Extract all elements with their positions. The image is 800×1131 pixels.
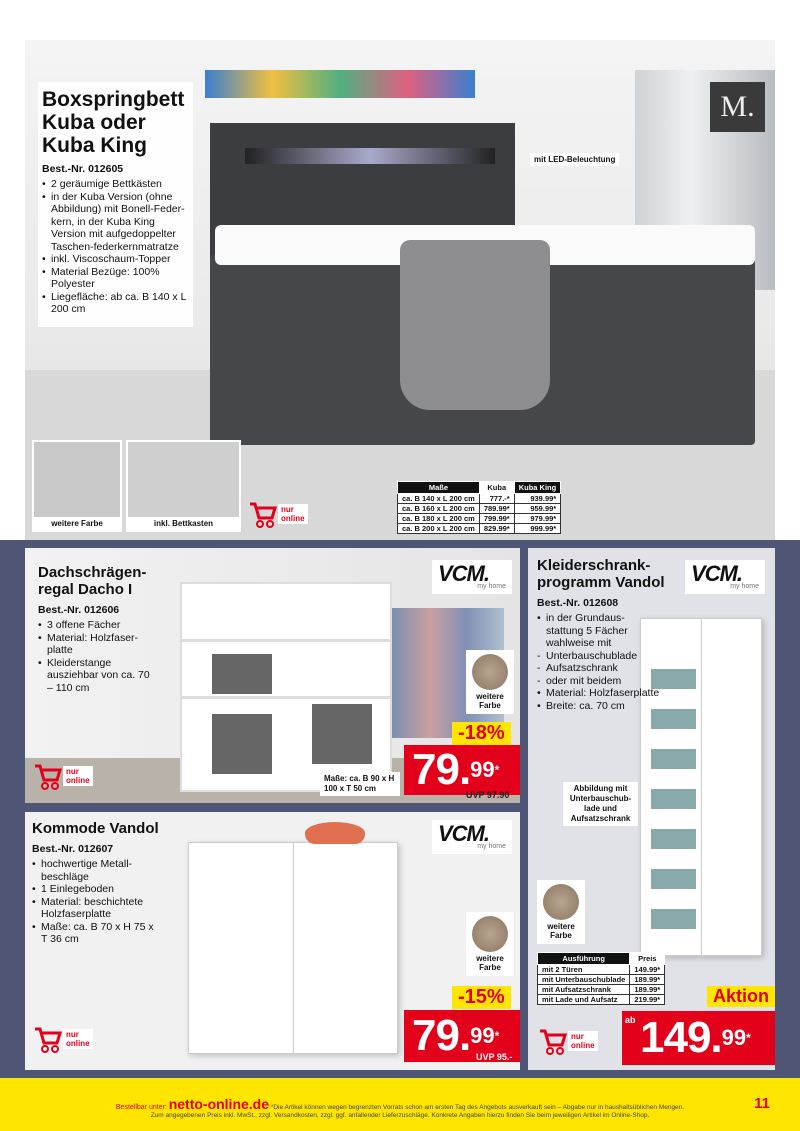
table-row bbox=[398, 494, 561, 504]
table-cell: 789.99* bbox=[479, 504, 514, 514]
kommode-title: Kommode Vandol bbox=[32, 820, 159, 837]
table-cell: 979.99* bbox=[514, 514, 561, 524]
discount-badge: -18% bbox=[452, 722, 511, 745]
footer bbox=[0, 1078, 800, 1131]
blanket bbox=[400, 240, 550, 410]
online-only-badge bbox=[33, 762, 103, 792]
color-swatch bbox=[466, 650, 514, 714]
feature: • Liegefläche: ab ca. B 140 x L 200 cm bbox=[42, 291, 189, 316]
aktion-badge: Aktion bbox=[707, 986, 775, 1007]
bed-price-table bbox=[397, 481, 561, 534]
kommode-article-number: Best.-Nr. 012607 bbox=[32, 843, 114, 855]
swatch-label: weitere Farbe bbox=[547, 922, 575, 940]
regal-price bbox=[404, 745, 520, 795]
table-cell: 829.99* bbox=[479, 524, 514, 534]
kleider-options bbox=[537, 650, 687, 688]
vcm-logo bbox=[685, 560, 765, 594]
th: Ausführung bbox=[538, 953, 630, 965]
table-row bbox=[538, 985, 665, 995]
price-main: 79. bbox=[412, 745, 471, 794]
thumb-label: inkl. Bettkasten bbox=[128, 517, 239, 530]
led-strip bbox=[245, 148, 495, 164]
vcm-name: VCM. bbox=[438, 561, 489, 586]
painting bbox=[205, 70, 475, 98]
shelf-photo bbox=[180, 582, 392, 792]
online-line1: nur bbox=[281, 505, 294, 514]
feature: • Kleiderstange ausziehbar von ca. 70 – 110 cm bbox=[38, 657, 158, 695]
led-label: mit LED-Beleuchtung bbox=[530, 153, 619, 166]
kleider-price bbox=[622, 1011, 775, 1065]
table-row bbox=[398, 524, 561, 534]
kommode-info bbox=[32, 820, 162, 946]
discount-badge: -15% bbox=[452, 986, 511, 1009]
regal-features bbox=[38, 619, 158, 694]
table-cell: 777.-* bbox=[479, 494, 514, 504]
online-line2: online bbox=[66, 776, 90, 785]
regal-dimensions: Maße: ca. B 90 x H 100 x T 50 cm bbox=[320, 772, 400, 796]
table-row bbox=[398, 504, 561, 514]
online-line2: online bbox=[66, 1039, 90, 1048]
table-cell: 189.99* bbox=[630, 985, 665, 995]
kleider-info bbox=[537, 557, 687, 712]
table-cell: ca. B 140 x L 200 cm bbox=[398, 494, 480, 504]
online-only-badge bbox=[248, 500, 318, 530]
online-line1: nur bbox=[66, 767, 79, 776]
price-star: * bbox=[494, 1029, 500, 1043]
online-label bbox=[63, 766, 93, 786]
th: Kuba bbox=[479, 482, 514, 494]
online-line2: online bbox=[571, 1041, 595, 1050]
swatch-label: weitere Farbe bbox=[476, 692, 504, 710]
vcm-sub: my home bbox=[730, 583, 759, 590]
kommode-photo bbox=[188, 842, 398, 1054]
th: Preis bbox=[630, 953, 665, 965]
footer-disclaimer-1: *Die Artikel können wegen begrenzten Vorrats schon am ersten Tag des Angebots ausverkauft sein – Abgabe nur in haushaltsüblichen Mengen. bbox=[270, 1104, 685, 1111]
table-cell: ca. B 180 x L 200 cm bbox=[398, 514, 480, 524]
table-row bbox=[538, 965, 665, 975]
table-cell: 799.99* bbox=[479, 514, 514, 524]
thumb-other-color bbox=[32, 440, 122, 532]
online-line1: nur bbox=[571, 1032, 584, 1041]
feature: • Material: beschichtete Holzfaserplatte bbox=[32, 896, 162, 921]
footer-disclaimer-2: Zum angegebenen Preis inkl. MwSt., zzgl. Versandkosten, zzgl. ggf. anfallender Lieferzuschläge. Konkrete Angaben hierzu finden Sie beim jeweiligen Artikel im Online-Shop. bbox=[150, 1112, 650, 1119]
table-cell: mit Aufsatzschrank bbox=[538, 985, 630, 995]
kleider-features-2 bbox=[537, 687, 687, 712]
online-line1: nur bbox=[66, 1030, 79, 1039]
kommode-features bbox=[32, 858, 162, 946]
cart-icon bbox=[33, 762, 63, 792]
thumb-label: weitere Farbe bbox=[34, 517, 120, 530]
regal-title: Dachschrägen-regal Dacho I bbox=[38, 564, 147, 598]
kleider-caption: Abbildung mit Unterbauschub-lade und Aufsatzschrank bbox=[563, 782, 638, 826]
kleider-features bbox=[537, 612, 637, 650]
feature: • Breite: ca. 70 cm bbox=[537, 700, 687, 713]
cart-icon bbox=[33, 1025, 63, 1055]
bed-title: Boxspringbett Kuba oder Kuba King bbox=[42, 88, 185, 157]
vcm-logo bbox=[432, 560, 512, 594]
kommode-uvp: UVP 95.- bbox=[476, 1052, 513, 1062]
bed-article-number: Best.-Nr. 012605 bbox=[42, 163, 124, 175]
feature: • inkl. Viscoschaum-Topper bbox=[42, 253, 189, 266]
price-star: * bbox=[494, 763, 500, 777]
vcm-name: VCM. bbox=[438, 821, 489, 846]
feature: • Material: Holzfaserplatte bbox=[537, 687, 687, 700]
price-cents: 99 bbox=[470, 757, 495, 782]
th: Kuba King bbox=[514, 482, 561, 494]
table-row bbox=[538, 975, 665, 985]
regal-uvp: UVP 97.90 bbox=[466, 790, 510, 800]
feature: • Material: Holzfaser-platte bbox=[38, 632, 158, 657]
footer-prefix: Bestellbar unter: bbox=[115, 1104, 167, 1111]
table-cell: mit Unterbauschublade bbox=[538, 975, 630, 985]
price-cents: 99 bbox=[721, 1025, 747, 1050]
thumb-bed-storage bbox=[126, 440, 241, 532]
option: - Aufsatzschrank bbox=[537, 662, 687, 675]
feature: • in der Kuba Version (ohne Abbildung) mit Bonell-Feder-kern, in der Kuba King Version mit aufgedoppelter Taschen-federkernmatratze bbox=[42, 191, 189, 254]
feature: • Material Bezüge: 100% Polyester bbox=[42, 266, 189, 291]
table-cell: mit 2 Türen bbox=[538, 965, 630, 975]
page-number: 11 bbox=[754, 1095, 770, 1112]
feature: • Maße: ca. B 70 x H 75 x T 36 cm bbox=[32, 921, 162, 946]
online-label bbox=[63, 1029, 93, 1049]
feature: • hochwertige Metall-beschläge bbox=[32, 858, 162, 883]
swatch-label: weitere Farbe bbox=[476, 954, 504, 972]
table-cell: 999.99* bbox=[514, 524, 561, 534]
price-main: 79. bbox=[412, 1011, 471, 1060]
regal-info bbox=[38, 564, 158, 694]
table-cell: 959.99* bbox=[514, 504, 561, 514]
wood-swatch bbox=[543, 884, 579, 920]
online-only-badge bbox=[33, 1025, 103, 1055]
price-prefix: ab bbox=[625, 1015, 636, 1025]
feature: • 1 Einlegeboden bbox=[32, 883, 162, 896]
price-star: * bbox=[746, 1031, 751, 1045]
table-cell: 939.99* bbox=[514, 494, 561, 504]
price-main: 149. bbox=[640, 1013, 722, 1062]
option: - Unterbauschublade bbox=[537, 650, 687, 663]
price-cents: 99 bbox=[470, 1023, 495, 1048]
feature: • 2 geräumige Bettkästen bbox=[42, 178, 189, 191]
online-label bbox=[568, 1031, 598, 1051]
color-swatch bbox=[537, 880, 585, 944]
regal-article-number: Best.-Nr. 012606 bbox=[38, 604, 120, 616]
online-line2: online bbox=[281, 514, 305, 523]
th: Maße bbox=[398, 482, 480, 494]
vcm-name: VCM. bbox=[691, 561, 742, 586]
bed-features bbox=[42, 178, 189, 316]
table-row bbox=[538, 995, 665, 1005]
feature: • 3 offene Fächer bbox=[38, 619, 158, 632]
online-only-badge bbox=[538, 1027, 608, 1057]
table-cell: ca. B 160 x L 200 cm bbox=[398, 504, 480, 514]
kleider-article-number: Best.-Nr. 012608 bbox=[537, 597, 619, 609]
wood-swatch bbox=[472, 654, 508, 690]
cart-icon bbox=[538, 1027, 568, 1057]
table-cell: mit Lade und Aufsatz bbox=[538, 995, 630, 1005]
kleider-price-table bbox=[537, 952, 665, 1005]
table-row bbox=[398, 514, 561, 524]
option: - oder mit beidem bbox=[537, 675, 687, 688]
table-cell: 219.99* bbox=[630, 995, 665, 1005]
vcm-sub: my home bbox=[477, 843, 506, 850]
color-swatch bbox=[466, 912, 514, 976]
vcm-sub: my home bbox=[477, 583, 506, 590]
brand-logo: M. bbox=[710, 82, 765, 132]
online-label bbox=[278, 504, 308, 524]
cart-icon bbox=[248, 500, 278, 530]
vcm-logo bbox=[432, 820, 512, 854]
table-cell: 189.99* bbox=[630, 975, 665, 985]
table-cell: 149.99* bbox=[630, 965, 665, 975]
feature: • in der Grundaus-stattung 5 Fächer wahlweise mit bbox=[537, 612, 637, 650]
kleider-title: Kleiderschrank-programm Vandol bbox=[537, 557, 665, 591]
footer-site-link[interactable]: netto-online.de bbox=[168, 1096, 270, 1112]
wood-swatch bbox=[472, 916, 508, 952]
bed-info bbox=[38, 82, 193, 327]
decor-coral bbox=[305, 822, 365, 844]
table-cell: ca. B 200 x L 200 cm bbox=[398, 524, 480, 534]
